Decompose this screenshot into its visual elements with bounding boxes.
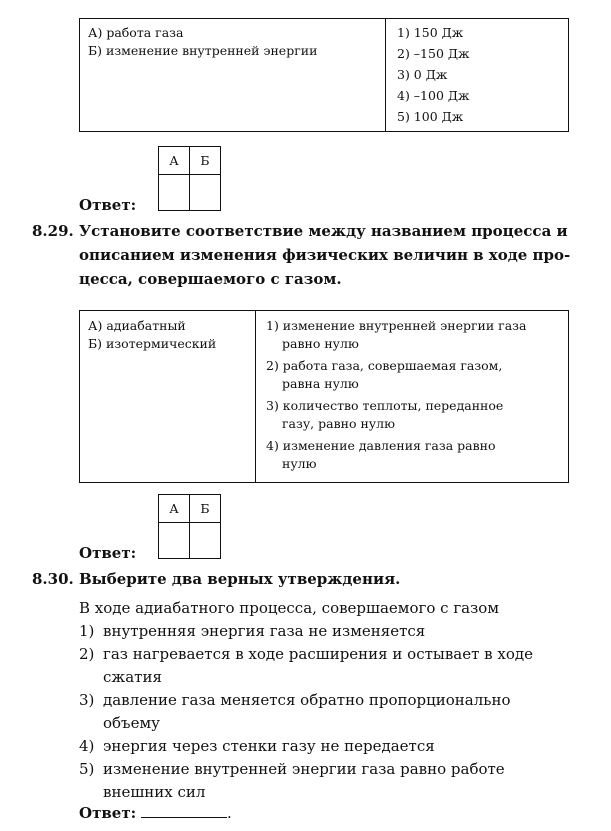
table2-right-line-1: 1) изменение внутренней энергии газа (266, 318, 527, 333)
option-3-line-2: объему (103, 714, 160, 732)
option-3-line-1: давление газа меняется обратно пропорционально (103, 691, 511, 709)
option-2-line-2: сжатия (103, 668, 162, 686)
grid2-answer-a[interactable] (159, 523, 190, 559)
table1-right-3: 3) 0 Дж (397, 67, 448, 82)
option-1-number: 1) (79, 622, 95, 640)
table-divider (385, 19, 386, 131)
table1-right-5: 5) 100 Дж (397, 109, 464, 124)
grid2-answer-b[interactable] (190, 523, 221, 559)
table1-left-b: Б) изменение внутренней энергии (88, 43, 318, 58)
answer-label-1: Ответ: (79, 196, 137, 214)
answer-grid-1 (158, 146, 221, 211)
question-number-8-29: 8.29. (32, 222, 74, 240)
option-5-line-1: изменение внутренней энергии газа равно работе (103, 760, 505, 778)
answer-line-8-30 (79, 804, 232, 822)
answer-label-3: Ответ: (79, 804, 137, 822)
q830-title: Выберите два верных утверждения. (79, 570, 401, 588)
grid1-header-a: А (159, 147, 190, 175)
matching-table-1 (79, 18, 569, 132)
table1-left-a: А) работа газа (88, 25, 184, 40)
q829-line-2: описанием изменения физических величин в ходе про- (79, 246, 571, 264)
option-2-number: 2) (79, 645, 95, 663)
matching-table-2 (79, 310, 569, 483)
q829-line-3: цесса, совершаемого с газом. (79, 270, 342, 288)
table2-right-line-4: равна нулю (282, 376, 359, 391)
table-divider (255, 311, 256, 482)
answer-blank[interactable] (141, 807, 227, 818)
table2-right-line-7: 4) изменение давления газа равно (266, 438, 496, 453)
q829-line-1: Установите соответствие между названием процесса и (79, 222, 568, 240)
option-4-line-1: энергия через стенки газу не передается (103, 737, 435, 755)
answer-grid-2 (158, 494, 221, 559)
option-5-line-2: внешних сил (103, 783, 206, 801)
question-number-8-30: 8.30. (32, 570, 74, 588)
table2-right-line-2: равно нулю (282, 336, 359, 351)
table2-right-line-3: 2) работа газа, совершаемая газом, (266, 358, 503, 373)
option-1-line-1: внутренняя энергия газа не изменяется (103, 622, 426, 640)
option-2-line-1: газ нагревается в ходе расширения и остывает в ходе (103, 645, 533, 663)
table1-right-4: 4) –100 Дж (397, 88, 470, 103)
grid2-header-a: А (159, 495, 190, 523)
table2-right-line-6: газу, равно нулю (282, 416, 395, 431)
table1-right-2: 2) –150 Дж (397, 46, 470, 61)
grid2-header-b: Б (190, 495, 221, 523)
table2-left-a: А) адиабатный (88, 318, 186, 333)
q830-intro: В ходе адиабатного процесса, совершаемого с газом (79, 599, 499, 617)
grid1-header-b: Б (190, 147, 221, 175)
answer-period: . (226, 804, 232, 822)
grid1-answer-b[interactable] (190, 175, 221, 211)
grid1-answer-a[interactable] (159, 175, 190, 211)
table2-left-b: Б) изотермический (88, 336, 217, 351)
option-3-number: 3) (79, 691, 95, 709)
option-5-number: 5) (79, 760, 95, 778)
answer-label-2: Ответ: (79, 544, 137, 562)
table2-right-line-5: 3) количество теплоты, переданное (266, 398, 504, 413)
option-4-number: 4) (79, 737, 95, 755)
table1-right-1: 1) 150 Дж (397, 25, 464, 40)
table2-right-line-8: нулю (282, 456, 317, 471)
